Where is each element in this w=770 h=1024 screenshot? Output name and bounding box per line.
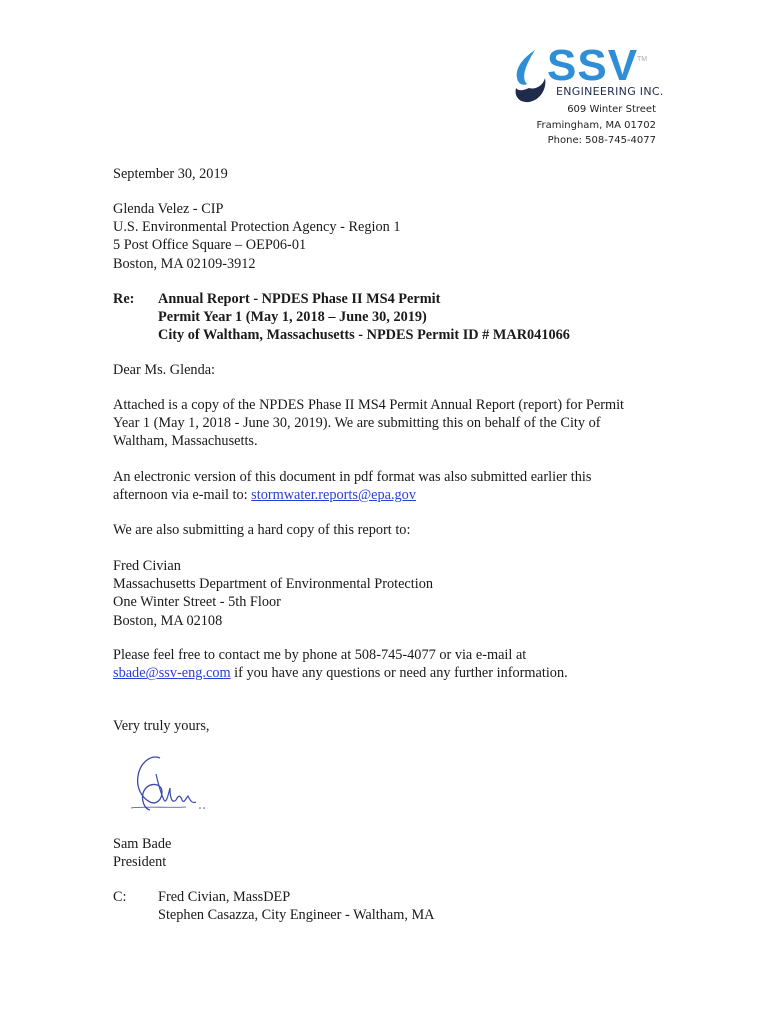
address-street: 609 Winter Street <box>567 104 656 115</box>
paragraph-4 <box>113 646 568 682</box>
logo-trademark: TM <box>637 56 648 63</box>
recipient-street: 5 Post Office Square – OEP06-01 <box>113 237 307 254</box>
copy-recipient-street: One Winter Street - 5th Floor <box>113 594 281 611</box>
re-line-1: Annual Report - NPDES Phase II MS4 Permit <box>158 291 441 307</box>
re-line-2: Permit Year 1 (May 1, 2018 – June 30, 2019) <box>158 309 427 326</box>
paragraph-1-line-2: Year 1 (May 1, 2018 - June 30, 2019). We are submitting this on behalf of the City of <box>113 415 601 432</box>
copy-recipient-name: Fred Civian <box>113 558 181 574</box>
cc-line-2: Stephen Casazza, City Engineer - Waltham, MA <box>158 907 435 924</box>
ssv-email-link[interactable]: sbade@ssv-eng.com <box>113 665 231 682</box>
paragraph-2-line-2 <box>113 486 591 504</box>
cc-list <box>158 888 435 924</box>
address-phone: Phone: 508-745-4077 <box>547 135 656 146</box>
re-line-3: City of Waltham, Massachusetts - NPDES Permit ID # MAR041066 <box>158 327 570 344</box>
letter-date: September 30, 2019 <box>113 166 228 182</box>
recipient-city: Boston, MA 02109-3912 <box>113 255 256 272</box>
logo-company-name: SSV <box>547 41 639 90</box>
paragraph-4-suffix: if you have any questions or need any further information. <box>230 665 568 682</box>
re-subject <box>158 290 570 345</box>
epa-email-link[interactable]: stormwater.reports@epa.gov <box>251 487 416 504</box>
recipient-block <box>113 200 400 273</box>
copy-recipient-org: Massachusetts Department of Environmental Protection <box>113 576 434 593</box>
paragraph-3: We are also submitting a hard copy of this report to: <box>113 522 411 538</box>
address-city: Framingham, MA 01702 <box>536 119 656 131</box>
closing: Very truly yours, <box>113 718 210 734</box>
signer-block <box>113 835 171 871</box>
company-logo <box>513 41 664 104</box>
paragraph-4-line-1: Please feel free to contact me by phone at 508-745-4077 or via e-mail at <box>113 647 527 663</box>
signer-title: President <box>113 854 167 871</box>
copy-recipient-city: Boston, MA 02108 <box>113 612 223 629</box>
paragraph-1-line-3: Waltham, Massachusetts. <box>113 433 258 450</box>
signer-name: Sam Bade <box>113 836 172 852</box>
paragraph-1 <box>113 396 624 451</box>
paragraph-1-line-1: Attached is a copy of the NPDES Phase II MS4 Permit Annual Report (report) for Permit <box>113 397 625 413</box>
cc-label: C: <box>113 889 127 905</box>
paragraph-4-line-2 <box>113 664 568 682</box>
handwritten-signature <box>126 752 216 814</box>
cc-line-1: Fred Civian, MassDEP <box>158 889 291 905</box>
recipient-name: Glenda Velez - CIP <box>113 201 224 217</box>
logo-company-subtitle: ENGINEERING INC. <box>556 85 664 98</box>
copy-recipient-block <box>113 557 433 630</box>
paragraph-2 <box>113 468 591 504</box>
paragraph-2-prefix: afternoon via e-mail to: <box>113 487 252 504</box>
paragraph-2-line-1: An electronic version of this document in pdf format was also submitted earlier this <box>113 469 592 485</box>
company-address <box>537 102 657 149</box>
re-label: Re: <box>113 291 135 307</box>
salutation: Dear Ms. Glenda: <box>113 362 216 378</box>
recipient-org: U.S. Environmental Protection Agency - Region 1 <box>113 219 401 236</box>
